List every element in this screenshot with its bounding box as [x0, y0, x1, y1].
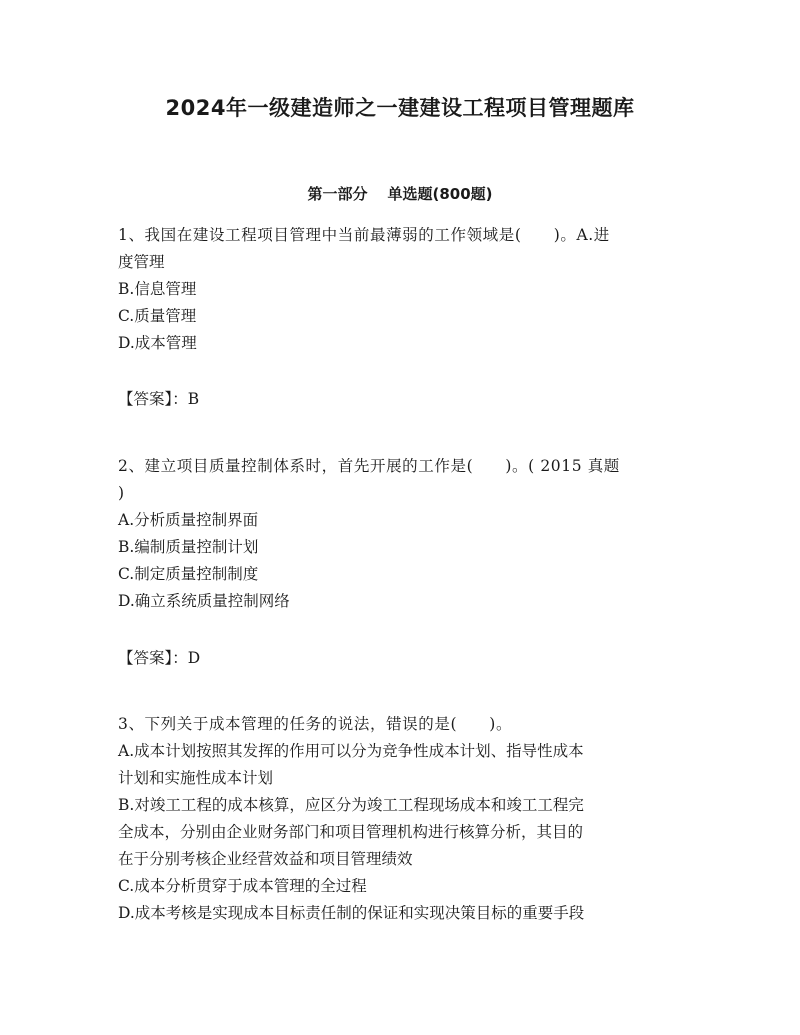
question-2-option-c: C.制定质量控制制度: [118, 565, 259, 583]
answer-label: 【答案】：: [118, 649, 188, 667]
question-2-option-d: D.确立系统质量控制网络: [118, 592, 290, 610]
question-2-option-b: B.编制质量控制计划: [118, 538, 259, 556]
question-3-option-c: C.成本分析贯穿于成本管理的全过程: [118, 877, 367, 895]
question-3-option-b-line-2: 全成本，分别由企业财务部门和项目管理机构进行核算分析，其目的: [118, 823, 584, 841]
section-heading: [0, 181, 800, 207]
answer-value: B: [187, 390, 200, 408]
question-1-stem-line-2: 度管理: [118, 253, 165, 271]
question-2-answer: [118, 645, 688, 672]
question-1: [118, 222, 688, 357]
question-1-option-b: B.信息管理: [118, 280, 197, 298]
question-2: [118, 453, 688, 615]
question-3-option-a-line-1: A.成本计划按照其发挥的作用可以分为竞争性成本计划、指导性成本: [118, 742, 584, 760]
answer-label: 【答案】：: [118, 390, 188, 408]
section-name: 单选题(800题): [387, 185, 493, 203]
question-1-answer: [118, 386, 688, 413]
question-1-option-d: D.成本管理: [118, 334, 197, 352]
question-1-stem-line-1: 1、我国在建设工程项目管理中当前最薄弱的工作领域是( )。A.进: [118, 226, 610, 244]
question-1-option-c: C.质量管理: [118, 307, 197, 325]
question-3: [118, 711, 688, 927]
question-2-stem-line-1: 2、建立项目质量控制体系时，首先开展的工作是( )。( 2015 真题: [118, 457, 620, 475]
question-2-option-a: A.分析质量控制界面: [118, 511, 259, 529]
question-3-stem-line-1: 3、下列关于成本管理的任务的说法，错误的是( )。: [118, 715, 513, 733]
question-3-option-d: D.成本考核是实现成本目标责任制的保证和实现决策目标的重要手段: [118, 904, 585, 922]
question-3-option-b-line-1: B.对竣工工程的成本核算，应区分为竣工工程现场成本和竣工工程完: [118, 796, 584, 814]
question-3-option-a-line-2: 计划和实施性成本计划: [118, 769, 274, 787]
question-2-stem-line-2: ): [118, 484, 125, 502]
document-title: 2024年一级建造师之一建建设工程项目管理题库: [165, 96, 635, 120]
section-part: 第一部分: [307, 185, 368, 203]
answer-value: D: [187, 649, 201, 667]
question-3-option-b-line-3: 在于分别考核企业经营效益和项目管理绩效: [118, 850, 413, 868]
